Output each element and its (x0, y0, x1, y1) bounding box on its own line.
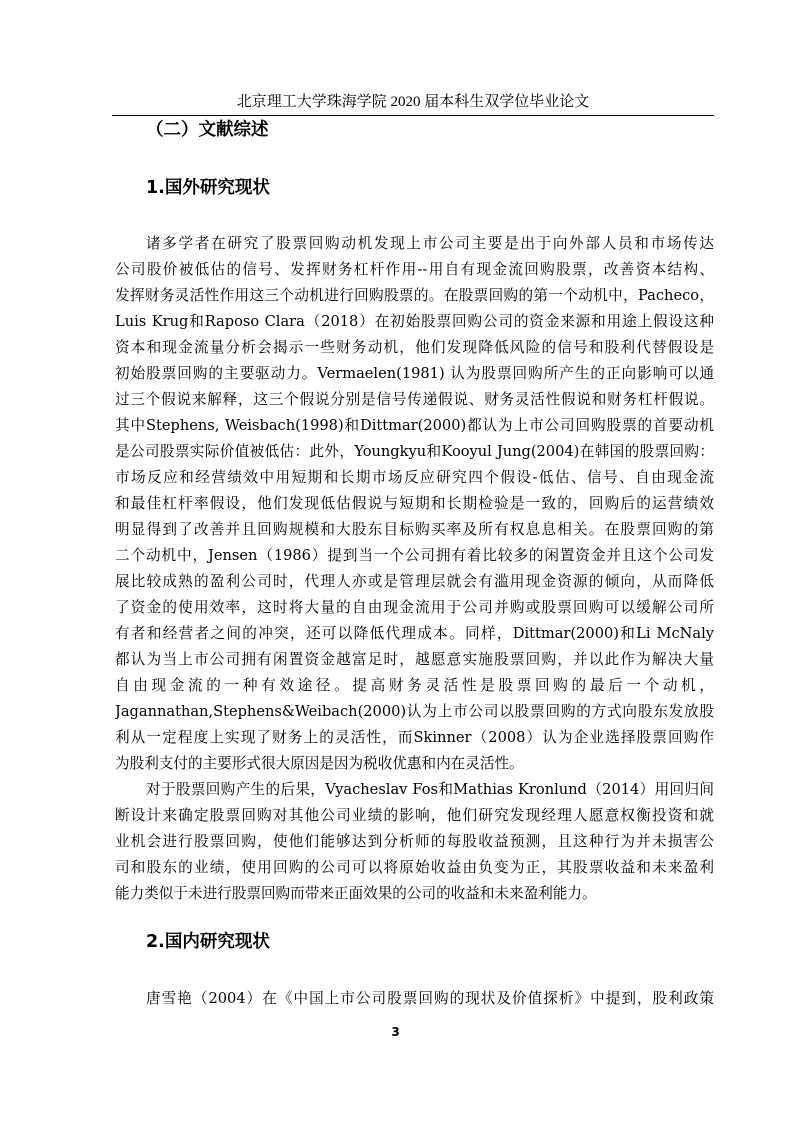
text-line: 二个动机中，Jensen（1986）提到当一个公司拥有着比较多的闲置资金并且这个公司发 (115, 547, 714, 564)
text-line: 发挥财务灵活性作用这三个动机进行回购股票的。在股票回购的第一个动机中，Pacheco， (115, 287, 714, 304)
text-line: 有者和经营者之间的冲突，还可以降低代理成本。同样，Dittmar(2000)和Li McNaly (115, 625, 714, 642)
text-line: 公司股价被低估的信号、发挥财务杠杆作用--用自有现金流回购股票，改善资本结构、 (115, 261, 714, 278)
text-line: 能力类似于未进行股票回购而带来正面效果的公司的收益和未来盈利能力。 (115, 885, 597, 902)
text-line: 其中Stephens, Weisbach(1998)和Dittmar(2000)都认为上市公司回购股票的首要动机 (115, 417, 714, 434)
text-line: 明显得到了改善并且回购规模和大股东目标购买率及所有权息息相关。在股票回购的第 (115, 521, 714, 538)
text-line: 为股利支付的主要形式很大原因是因为税收优惠和内在灵活性。 (115, 755, 524, 772)
text-line: 和最佳杠杆率假设，他们发现低估假说与短期和长期检验是一致的，回购后的运营绩效 (115, 495, 714, 512)
subsection-title-domestic: 2.国内研究现状 (146, 932, 270, 952)
paragraph-foreign-motives (115, 231, 714, 777)
section-title: （二）文献综述 (146, 120, 269, 140)
text-line: 诸多学者在研究了股票回购动机发现上市公司主要是出于向外部人员和市场传达 (146, 235, 714, 252)
text-line: 都认为当上市公司拥有闲置资金越富足时，越愿意实施股票回购，并以此作为解决大量 (115, 651, 714, 668)
paragraph-foreign-consequences (115, 777, 714, 907)
page-header: 北京理工大学珠海学院 2020 届本科生双学位毕业论文 (112, 94, 714, 116)
text-line: 利从一定程度上实现了财务上的灵活性，而Skinner（2008）认为企业选择股票回购作 (115, 729, 714, 746)
text-line: 对于股票回购产生的后果，Vyacheslav Fos和Mathias Kronlund（2014）用回归间 (146, 781, 714, 798)
text-line: 过三个假说来解释，这三个假说分别是信号传递假说、财务灵活性假说和财务杠杆假说。 (115, 391, 714, 408)
text-line: 唐雪艳（2004）在《中国上市公司股票回购的现状及价值探析》中提到，股利政策 (146, 990, 714, 1007)
text-line: 资本和现金流量分析会揭示一些财务动机，他们发现降低风险的信号和股利代替假设是 (115, 339, 714, 356)
text-line: 业机会进行股票回购，使他们能够达到分析师的每股收益预测，且这种行为并未损害公 (115, 833, 714, 850)
text-line: 了资金的使用效率，这时将大量的自由现金流用于公司并购或股票回购可以缓解公司所 (115, 599, 714, 616)
text-line: 断设计来确定股票回购对其他公司业绩的影响，他们研究发现经理人愿意权衡投资和就 (115, 807, 714, 824)
page-number: 3 (391, 1025, 400, 1039)
text-line: Jagannathan,Stephens&Weibach(2000)认为上市公司以股票回购的方式向股东发放股 (115, 703, 714, 720)
text-line: 司和股东的业绩，使用回购的公司可以将原始收益由负变为正，其股票收益和未来盈利 (115, 859, 714, 876)
text-line: 自由现金流的一种有效途径。提高财务灵活性是股票回购的最后一个动机， (115, 677, 714, 694)
text-line: Luis Krug和Raposo Clara（2018）在初始股票回购公司的资金来源和用途上假设这种 (115, 313, 714, 330)
text-line: 初始股票回购的主要驱动力。Vermaelen(1981) 认为股票回购所产生的正向影响可以通 (115, 365, 714, 382)
text-line: 市场反应和经营绩效中用短期和长期市场反应研究四个假设-低估、信号、自由现金流 (115, 469, 714, 486)
subsection-title-foreign: 1.国外研究现状 (146, 178, 270, 198)
text-line: 是公司股票实际价值被低估：此外，Youngkyu和Kooyul Jung(2004)在韩国的股票回购： (115, 443, 714, 460)
paragraph-domestic (115, 986, 714, 1012)
text-line: 展比较成熟的盈利公司时，代理人亦或是管理层就会有滥用现金资源的倾向，从而降低 (115, 573, 714, 590)
